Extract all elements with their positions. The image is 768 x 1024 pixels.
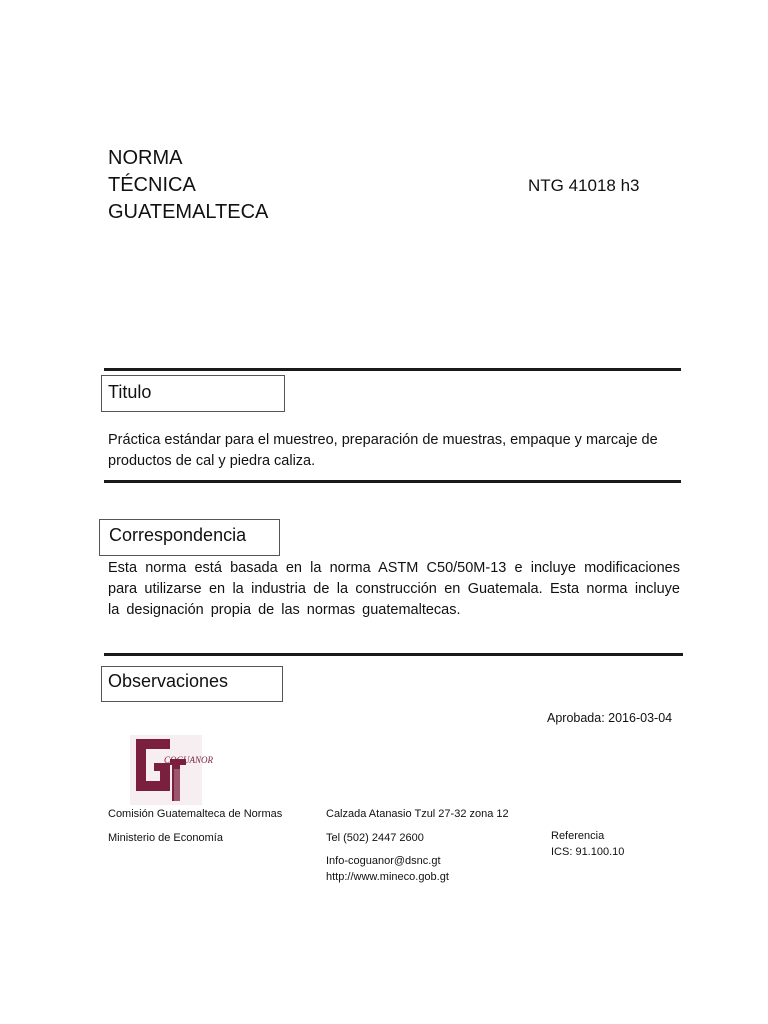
section-divider bbox=[104, 368, 681, 371]
document-title bbox=[108, 145, 268, 226]
coguanor-logo bbox=[126, 735, 212, 805]
observaciones-label-box bbox=[101, 666, 283, 702]
title-line-1: NORMA bbox=[108, 147, 183, 169]
correspondencia-label-box bbox=[99, 519, 280, 556]
section-divider bbox=[104, 480, 681, 483]
footer-email[interactable]: Info-coguanor@dsnc.gt bbox=[326, 855, 441, 867]
titulo-label-box bbox=[101, 375, 285, 412]
section-divider bbox=[104, 653, 683, 656]
observaciones-label: Observaciones bbox=[108, 671, 229, 691]
ics-code: ICS: 91.100.10 bbox=[551, 846, 625, 858]
footer-ministry: Ministerio de Economía bbox=[108, 832, 223, 844]
footer-org: Comisión Guatemalteca de Normas bbox=[108, 808, 283, 820]
approval-date: Aprobada: 2016-03-04 bbox=[547, 711, 673, 725]
correspondencia-line-2: para utilizarse en la industria de la construcción en Guatemala. Esta norma incluye bbox=[108, 581, 680, 597]
norm-code: NTG 41018 h3 bbox=[528, 176, 640, 195]
correspondencia-line-3: la designación propia de las normas guatemaltecas. bbox=[108, 602, 461, 618]
title-line-3: GUATEMALTECA bbox=[108, 201, 269, 223]
footer-phone: Tel (502) 2447 2600 bbox=[326, 832, 424, 844]
titulo-text: Práctica estándar para el muestreo, preparación de muestras, empaque y marcaje de productos de cal y piedra caliza. bbox=[108, 432, 658, 469]
title-line-2: TÉCNICA bbox=[108, 174, 196, 196]
logo-text: COGUANOR bbox=[164, 755, 213, 765]
titulo-label: Titulo bbox=[108, 382, 152, 402]
correspondencia-text bbox=[108, 558, 680, 621]
correspondencia-label: Correspondencia bbox=[109, 525, 247, 545]
reference-label: Referencia bbox=[551, 830, 605, 842]
footer-website[interactable]: http://www.mineco.gob.gt bbox=[326, 871, 449, 883]
correspondencia-line-1: Esta norma está basada en la norma ASTM C50/50M-13 e incluye modificaciones bbox=[108, 560, 680, 576]
coguanor-logo-icon bbox=[126, 735, 212, 805]
footer-address: Calzada Atanasio Tzul 27-32 zona 12 bbox=[326, 808, 509, 820]
